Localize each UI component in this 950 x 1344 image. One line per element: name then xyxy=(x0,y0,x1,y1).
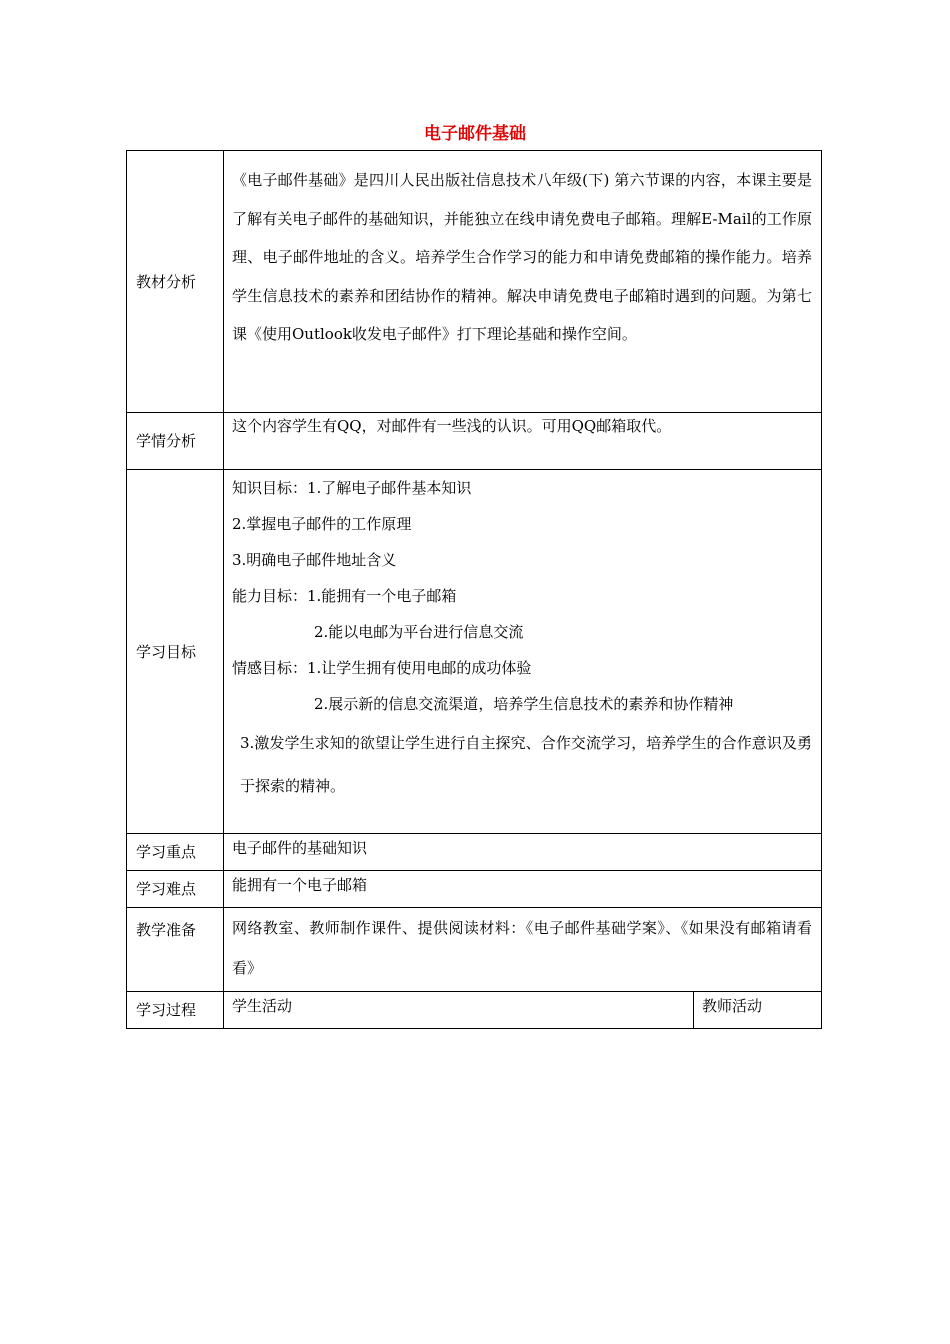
row-preparation xyxy=(127,908,822,992)
goal-line: 2.展示新的信息交流渠道，培养学生信息技术的素养和协作精神 xyxy=(314,695,734,713)
document-title: 电子邮件基础 xyxy=(424,124,526,144)
learner-analysis-text: 这个内容学生有QQ，对邮件有一些浅的认识。可用QQ邮箱取代。 xyxy=(232,417,672,435)
goal-line: 能力目标：1.能拥有一个电子邮箱 xyxy=(232,587,457,605)
goal-line: 2.能以电邮为平台进行信息交流 xyxy=(314,623,524,641)
row-process xyxy=(127,992,822,1029)
difficulty-text: 能拥有一个电子邮箱 xyxy=(232,876,368,894)
row-label: 学情分析 xyxy=(127,413,224,470)
teacher-activity-header: 教师活动 xyxy=(702,997,763,1015)
key-point-text: 电子邮件的基础知识 xyxy=(232,839,368,857)
row-learning-goals xyxy=(127,470,822,834)
row-difficulty xyxy=(127,871,822,908)
row-label: 学习重点 xyxy=(127,834,224,871)
goal-line: 3.明确电子邮件地址含义 xyxy=(232,551,397,569)
goal-line: 知识目标：1.了解电子邮件基本知识 xyxy=(232,479,472,497)
goal-line: 情感目标：1.让学生拥有使用电邮的成功体验 xyxy=(232,659,532,677)
lesson-plan-table xyxy=(126,150,822,1029)
row-textbook-analysis xyxy=(127,151,822,413)
goal-line: 3.激发学生求知的欲望让学生进行自主探究、合作交流学习，培养学生的合作意识及勇于探索的精神。 xyxy=(240,734,812,795)
goal-line: 2.掌握电子邮件的工作原理 xyxy=(232,515,412,533)
textbook-analysis-text: 《电子邮件基础》是四川人民出版社信息技术八年级(下) 第六节课的内容，本课主要是了解有关电子邮件的基础知识，并能独立在线申请免费电子邮箱。理解E-Mail的工作原理、电子邮件地址的含义。培养学生合作学习的能力和申请免费邮箱的操作能力。培养学生信息技术的素养和团结协作的精神。解决申请免费电子邮箱时遇到的问题。为第七课《使用Outlook收发电子邮件》打下理论基础和操作空间。 xyxy=(232,171,812,343)
row-learner-analysis xyxy=(127,413,822,470)
preparation-text: 网络教室、教师制作课件、提供阅读材料：《电子邮件基础学案》、《如果没有邮箱请看看》 xyxy=(232,919,812,977)
row-label: 教材分析 xyxy=(127,151,224,413)
row-label: 学习过程 xyxy=(127,992,224,1029)
row-label: 教学准备 xyxy=(127,908,224,992)
student-activity-header: 学生活动 xyxy=(232,997,293,1015)
row-key-point xyxy=(127,834,822,871)
row-label: 学习目标 xyxy=(127,470,224,834)
row-label: 学习难点 xyxy=(127,871,224,908)
